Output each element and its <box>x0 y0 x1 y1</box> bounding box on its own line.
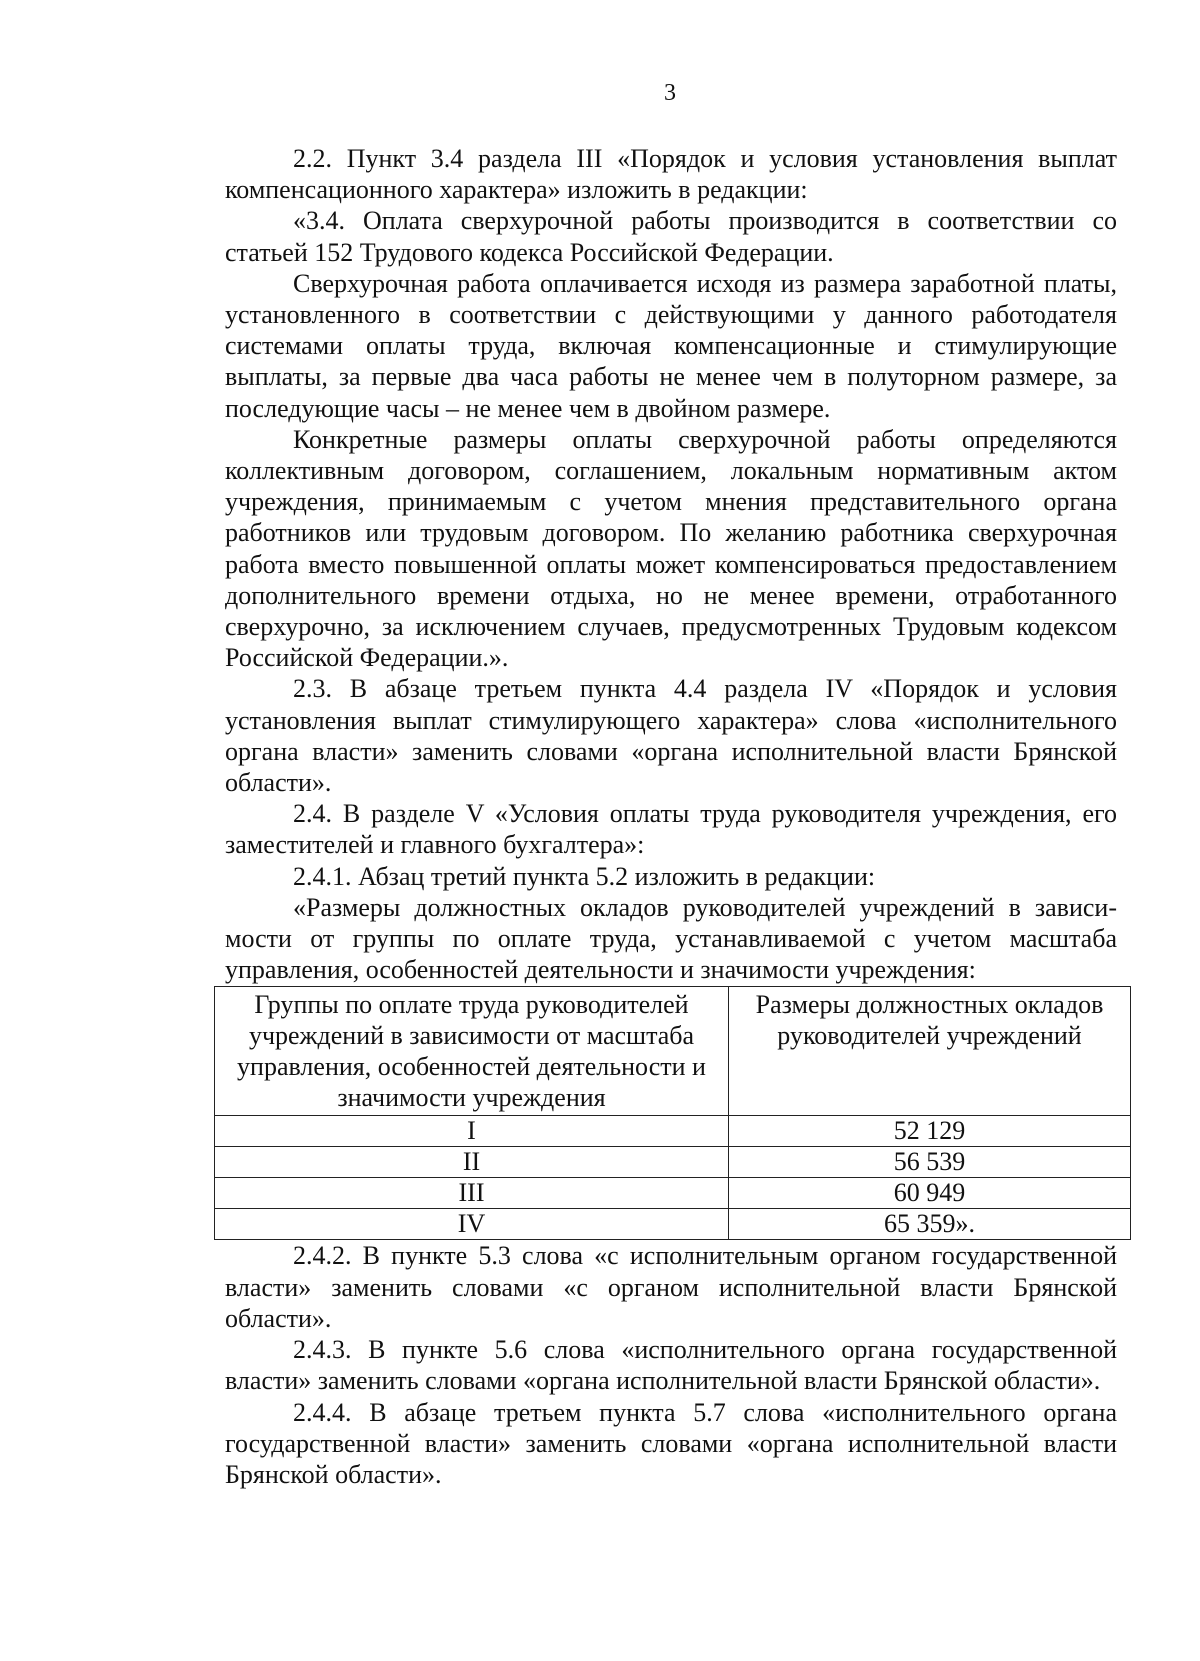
paragraph-salary-sizes: «Размеры должностных окладов руководителей учреждений в зависимости от группы по оплате труда, устанавливаемой с учетом масштаба управления, особенностей деятельности и значимости учреждения: <box>225 892 1117 985</box>
table-cell-salary: 60 949 <box>729 1178 1131 1209</box>
table-header-groups: Группы по оплате труда руководителей учреждений в зависимости от масштаба управления, особенностей деятельности и значимости учреждения <box>215 987 729 1116</box>
table-row <box>215 1147 1131 1178</box>
paragraph-overtime-amounts: Конкретные размеры оплаты сверхурочной работы определяются коллективным договором, соглашением, локальным нормативным актом учреждения, принимаемым с учетом мнения представительного органа работников или трудовым договором. По желанию работника сверхурочная работа вместо повышенной оплаты может компенсироваться предоставлением дополнительного времени отдыха, но не менее времени, отработанного сверхурочно, за исключением случаев, предусмотренных Трудовым кодексом Российской Федерации.». <box>225 424 1117 673</box>
table-cell-group: IV <box>215 1209 729 1240</box>
paragraph-2-4: 2.4. В разделе V «Условия оплаты труда руководителя учреждения, его заместителей и главного бухгалтера»: <box>225 799 1117 860</box>
table-cell-salary: 65 359». <box>729 1209 1131 1240</box>
document-body <box>225 143 1117 1490</box>
paragraph-3-4: «3.4. Оплата сверхурочной работы производится в соответствии со статьей 152 Трудового кодекса Российской Федерации. <box>225 206 1117 267</box>
table-row <box>215 1178 1131 1209</box>
page-number: 3 <box>664 80 676 106</box>
paragraph-2-4-3: 2.4.3. В пункте 5.6 слова «исполнительного органа государственной власти» заменить словами «органа исполнительной власти Брянской области». <box>225 1335 1117 1396</box>
paragraph-2-4-1: 2.4.1. Абзац третий пункта 5.2 изложить в редакции: <box>293 861 876 891</box>
paragraph-2-4-2: 2.4.2. В пункте 5.3 слова «с исполнительным органом государственной власти» заменить словами «с органом исполнительной власти Брянской области». <box>225 1241 1117 1333</box>
table-row <box>215 1209 1131 1240</box>
paragraph-2-2: 2.2. Пункт 3.4 раздела III «Порядок и условия установления выплат компенсационного характера» изложить в редакции: <box>225 144 1117 205</box>
paragraph-overtime-pay: Сверхурочная работа оплачивается исходя из размера заработной платы, установленного в соответствии с действующими у данного работодателя системами оплаты труда, включая компенсационные и стимулирующие выплаты, за первые два часа работы не менее чем в полуторном размере, за последующие часы – не менее чем в двойном размере. <box>225 268 1117 423</box>
table-cell-salary: 52 129 <box>729 1116 1131 1147</box>
table-row <box>215 1116 1131 1147</box>
table-cell-salary: 56 539 <box>729 1147 1131 1178</box>
salary-table <box>214 986 1131 1240</box>
table-cell-group: III <box>215 1178 729 1209</box>
table-header-salaries: Размеры должностных окладов руководителей учреждений <box>729 987 1131 1116</box>
table-cell-group: I <box>215 1116 729 1147</box>
paragraph-2-4-4: 2.4.4. В абзаце третьем пункта 5.7 слова «исполнительного органа государственной власти» заменить словами «органа исполнительной власти Брянской области». <box>225 1397 1117 1489</box>
table-cell-group: II <box>215 1147 729 1178</box>
paragraph-2-3: 2.3. В абзаце третьем пункта 4.4 раздела IV «Порядок и условия установления выплат стимулирующего характера» слова «исполнительного органа власти» заменить словами «органа исполнительной власти Брянской области». <box>225 674 1117 798</box>
table-header-row <box>215 987 1131 1116</box>
